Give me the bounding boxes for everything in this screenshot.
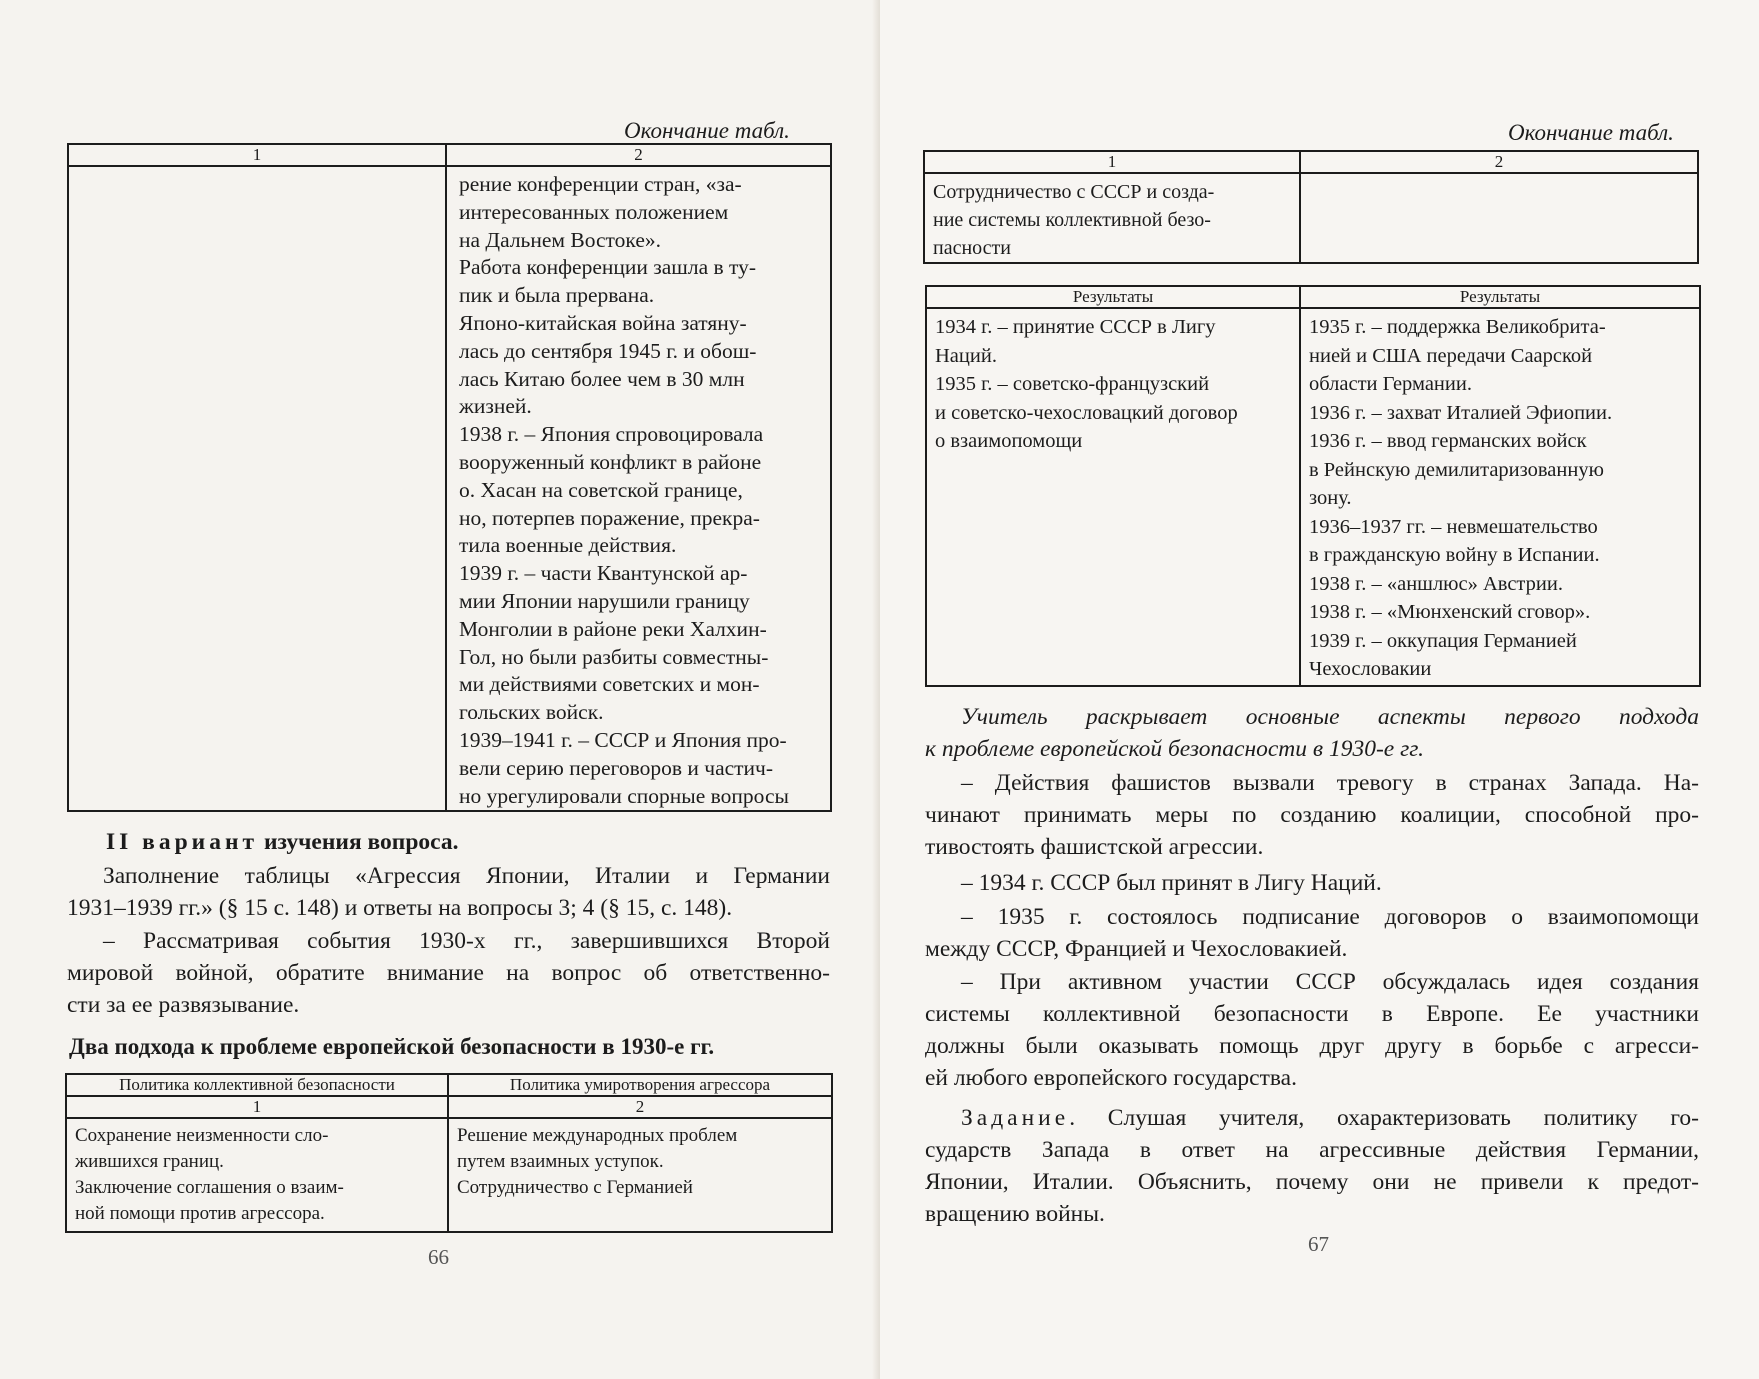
- text-line: рение конференции стран, «за-: [459, 172, 742, 196]
- text-line: в Рейнскую демилитаризованную: [1309, 458, 1604, 481]
- text-line: Монголии в районе реки Халхин-: [459, 616, 767, 641]
- text-line: 1936 г. – захват Италией Эфиопии.: [1309, 401, 1613, 424]
- empty-cell: [68, 166, 446, 811]
- right-page: [880, 0, 1759, 1379]
- column-number-1: 1: [66, 1096, 448, 1118]
- approaches-table: [65, 1073, 833, 1233]
- text-line: жившихся границ.: [75, 1151, 224, 1172]
- column-header-2: 2: [1300, 151, 1698, 173]
- text-line: 1938 г. – Япония спровоцировала: [459, 422, 764, 447]
- text-line: 1939 г. – оккупация Германией: [1309, 629, 1577, 652]
- text-line: лась до сентября 1945 г. и обош-: [459, 338, 757, 363]
- ussr-results-lines: [927, 309, 1299, 456]
- western-results-cell: [1300, 308, 1700, 686]
- text-line: Сохранение неизменности сло-: [75, 1125, 329, 1146]
- cooperation-table: [923, 150, 1699, 264]
- text-line: 1939–1941 г. – СССР и Япония про-: [459, 727, 787, 752]
- paragraph-responsibility: – Рассматривая события 1930-х гг., завершившихся Второй мировой войной, обратите внимание на вопрос об ответственно- сти за ее развязывание.: [67, 928, 830, 1018]
- text-line: тила военные действия.: [459, 533, 677, 558]
- text-line: 1936–1937 гг. – невмешательство: [1309, 515, 1598, 538]
- western-results-lines: [1301, 309, 1699, 684]
- events-cell: [446, 166, 831, 811]
- text-line: жизней.: [459, 394, 532, 419]
- collective-security-cell: [66, 1118, 448, 1232]
- text-line: 1938 г. – «аншлюс» Австрии.: [1309, 572, 1563, 595]
- continuation-label: Окончание табл.: [624, 118, 790, 143]
- text-line: пасности: [933, 237, 1011, 259]
- task-paragraph: Задание. Слушая учителя, охарактеризовать политику го- сударств Запада в ответ на агрессивные действия Германии, Японии, Италии. Объяснить, почему они не привели к предот- вращению войны.: [925, 1105, 1699, 1227]
- item-1935: – 1935 г. состоялось подписание договоров о взаимопомощи между СССР, Францией и Чехословакией.: [925, 904, 1699, 962]
- text-line: гольских войск.: [459, 700, 604, 725]
- text-line: Решение международных проблем: [457, 1125, 738, 1146]
- appeasement-cell: [448, 1118, 832, 1232]
- variant-heading: II вариант изучения вопроса.: [106, 829, 459, 855]
- page-number: 67: [1308, 1232, 1329, 1256]
- text-line: лась Китаю более чем в 30 млн: [459, 366, 745, 391]
- text-line: 1935 г. – поддержка Великобрита-: [1309, 316, 1606, 338]
- text-line: вели серию переговоров и частич-: [459, 755, 774, 780]
- column-header-1: 1: [68, 144, 446, 166]
- text-line: ние системы коллективной безо-: [933, 209, 1211, 231]
- text-line: Сотрудничество с СССР и созда-: [933, 181, 1215, 203]
- text-line: 1936 г. – ввод германских войск: [1309, 430, 1587, 452]
- text-line: Японо-китайская война затяну-: [459, 310, 747, 335]
- text-line: вооруженный конфликт в районе: [459, 449, 762, 474]
- continuation-label: Окончание табл.: [1508, 120, 1674, 145]
- text-line: пик и была прервана.: [459, 283, 655, 308]
- text-line: ми действиями советских и мон-: [459, 672, 760, 697]
- text-line: Работа конференции зашла в ту-: [459, 255, 757, 280]
- text-line: 1938 г. – «Мюнхенский сговор».: [1309, 601, 1591, 623]
- paragraph-fill-table: Заполнение таблицы «Агрессия Японии, Италии и Германии 1931–1939 гг.» (§ 15 с. 148) и ответы на вопросы 3; 4 (§ 15, с. 148).: [67, 863, 830, 921]
- collective-security-lines: [67, 1119, 447, 1227]
- text-line: о взаимопомощи: [935, 430, 1083, 452]
- item-1934: – 1934 г. СССР был принят в Лигу Наций.: [961, 870, 1382, 896]
- text-line: Чехословакии: [1309, 658, 1432, 680]
- ussr-results-cell: [926, 308, 1300, 686]
- text-line: в гражданскую войну в Испании.: [1309, 544, 1600, 566]
- text-line: но урегулировали спорные вопросы: [459, 783, 789, 808]
- text-line: 1934 г. – принятие СССР в Лигу: [935, 316, 1216, 338]
- collective-security-paragraph: – При активном участии СССР обсуждалась идея создания системы коллективной безопасности в Европе. Ее участники должны были оказывать помощь друг другу в борьбе с агресси- ей любого европейского государства.: [925, 969, 1699, 1091]
- text-line: интересованных положением: [459, 199, 729, 224]
- events-lines: [447, 167, 830, 810]
- text-line: на Дальнем Востоке».: [459, 227, 661, 252]
- results-header-2: Результаты: [1300, 286, 1700, 308]
- text-line: Гол, но были разбиты совместны-: [459, 644, 769, 669]
- appeasement-lines: [449, 1119, 831, 1201]
- results-header-1: Результаты: [926, 286, 1300, 308]
- text-line: 1935 г. – советско-французский: [935, 373, 1210, 395]
- empty-cell: [1300, 173, 1698, 263]
- cooperation-lines: [925, 174, 1299, 262]
- text-line: мии Японии нарушили границу: [459, 588, 750, 613]
- continuation-table: [67, 143, 832, 812]
- text-line: Наций.: [935, 344, 997, 367]
- text-line: но, потерпев поражение, прекра-: [459, 505, 760, 530]
- header-collective-security: Политика коллективной безопасности: [66, 1074, 448, 1096]
- text-line: области Германии.: [1309, 373, 1472, 395]
- task-label: Задание: [961, 1105, 1070, 1131]
- text-line: Заключение соглашения о взаим-: [75, 1177, 344, 1198]
- text-line: 1939 г. – части Квантунской ар-: [459, 561, 748, 586]
- header-appeasement: Политика умиротворения агрессора: [448, 1074, 832, 1096]
- column-header-2: 2: [446, 144, 831, 166]
- column-number-2: 2: [448, 1096, 832, 1118]
- text-line: Сотрудничество с Германией: [457, 1177, 693, 1198]
- text-line: о. Хасан на советской границе,: [459, 477, 743, 502]
- column-header-1: 1: [924, 151, 1300, 173]
- text-line: нией и США передачи Саарской: [1309, 344, 1593, 367]
- teacher-paragraph: Учитель раскрывает основные аспекты первого подхода к проблеме европейской безопасности в 1930-е гг.: [925, 704, 1699, 762]
- text-line: путем взаимных уступок.: [457, 1151, 664, 1172]
- fascists-paragraph: – Действия фашистов вызвали тревогу в странах Запада. На- чинают принимать меры по созданию коалиции, способной про- тивостоять фашистской агрессии.: [925, 770, 1699, 860]
- text-line: зону.: [1309, 487, 1352, 509]
- text-line: и советско-чехословацкий договор: [935, 401, 1238, 424]
- table-title: Два подхода к проблеме европейской безопасности в 1930-е гг.: [69, 1034, 715, 1059]
- page-number: 66: [428, 1245, 449, 1269]
- cooperation-cell: [924, 173, 1300, 263]
- results-table: [925, 285, 1701, 687]
- text-line: ной помощи против агрессора.: [75, 1203, 325, 1224]
